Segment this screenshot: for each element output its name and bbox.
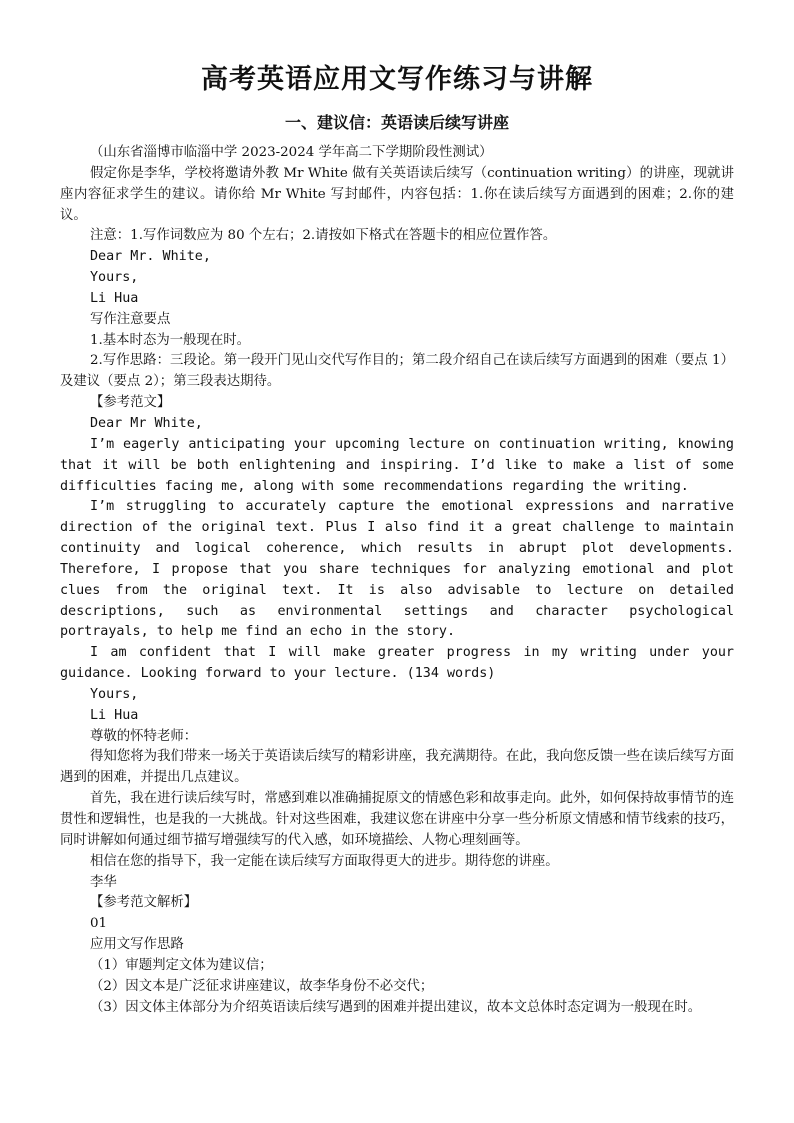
point-2: 2.写作思路：三段论。第一段开门见山交代写作目的；第二段介绍自己在读后续写方面遇到的困难（要点 1）及建议（要点 2）；第三段表达期待。 bbox=[60, 353, 734, 390]
page-title: 高考英语应用文写作练习与讲解 bbox=[201, 64, 593, 95]
task-prompt: 假定你是李华，学校将邀请外教 Mr White 做有关英语读后续写（continuation writing）的讲座，现就讲座内容征求学生的建议。请你给 Mr White 写封邮件，内容包括：1.你在读后续写方面遇到的困难；2.你的建议。 bbox=[60, 165, 734, 223]
analysis-item-1: （1）审题判定文体为建议信； bbox=[90, 957, 273, 973]
analysis-number: 01 bbox=[90, 916, 108, 932]
sample-name: Li Hua bbox=[90, 707, 139, 723]
points-heading: 写作注意要点 bbox=[90, 311, 171, 327]
analysis-item-2: （2）因文本是广泛征求讲座建议，故李华身份不必交代； bbox=[90, 978, 434, 994]
translation-greeting: 尊敬的怀特老师： bbox=[90, 728, 198, 744]
format-closing: Yours, bbox=[90, 270, 139, 286]
format-name: Li Hua bbox=[90, 290, 139, 306]
task-note: 注意：1.写作词数应为 80 个左右；2.请按如下格式在答题卡的相应位置作答。 bbox=[90, 228, 557, 244]
point-1: 1.基本时态为一般现在时。 bbox=[90, 332, 251, 348]
analysis-item-3: （3）因文体主体部分为介绍英语读后续写遇到的困难并提出建议，故本文总体时态定调为一般现在时。 bbox=[90, 999, 702, 1015]
sample-closing: Yours, bbox=[90, 686, 139, 702]
analysis-subheading: 应用文写作思路 bbox=[90, 937, 184, 953]
translation-name: 李华 bbox=[90, 874, 117, 890]
translation-paragraph-3: 相信在您的指导下，我一定能在读后续写方面取得更大的进步。期待您的讲座。 bbox=[90, 853, 559, 869]
section-title: 一、建议信：英语读后续写讲座 bbox=[284, 113, 509, 132]
translation-paragraph-2: 首先，我在进行读后续写时，常感到难以准确捕捉原文的情感色彩和故事走向。此外，如何保持故事情节的连贯性和逻辑性，也是我的一大挑战。针对这些困难，我建议您在讲座中分享一些分析原文情感和情节线索的技巧，同时讲解如何通过细节描写增强续写的代入感，如环境描绘、人物心理刻画等。 bbox=[60, 791, 734, 848]
document-body bbox=[60, 143, 734, 1018]
source-line: （山东省淄博市临淄中学 2023-2024 学年高二下学期阶段性测试） bbox=[90, 145, 493, 160]
format-greeting: Dear Mr. White, bbox=[90, 249, 211, 265]
sample-greeting: Dear Mr White, bbox=[90, 415, 203, 431]
sample-paragraph-1: I’m eagerly anticipating your upcoming lecture on continuation writing, knowing that it will be both enlightening and inspiring. I’d like to make a list of some difficulties facing me, along with some recommendations regarding the writing. bbox=[60, 436, 734, 494]
translation-paragraph-1: 得知您将为我们带来一场关于英语读后续写的精彩讲座，我充满期待。在此，我向您反馈一些在读后续写方面遇到的困难，并提出几点建议。 bbox=[60, 749, 734, 786]
sample-heading: 【参考范文】 bbox=[90, 395, 171, 411]
sample-paragraph-2: I’m struggling to accurately capture the emotional expressions and narrative direction of the original text. Plus I also find it a great challenge to maintain continuity and logical coherence, which results in abrupt plot developments. Therefore, I propose that you share techniques for analyzing emotional and plot clues from the original text. It is also advisable to lecture on detailed descriptions, such as environmental settings and character psychological portrayals, to help me find an echo in the story. bbox=[60, 499, 734, 640]
sample-paragraph-3: I am confident that I will make greater progress in my writing under your guidance. Looking forward to your lecture. (134 words) bbox=[60, 645, 734, 682]
analysis-heading: 【参考范文解析】 bbox=[90, 895, 198, 911]
